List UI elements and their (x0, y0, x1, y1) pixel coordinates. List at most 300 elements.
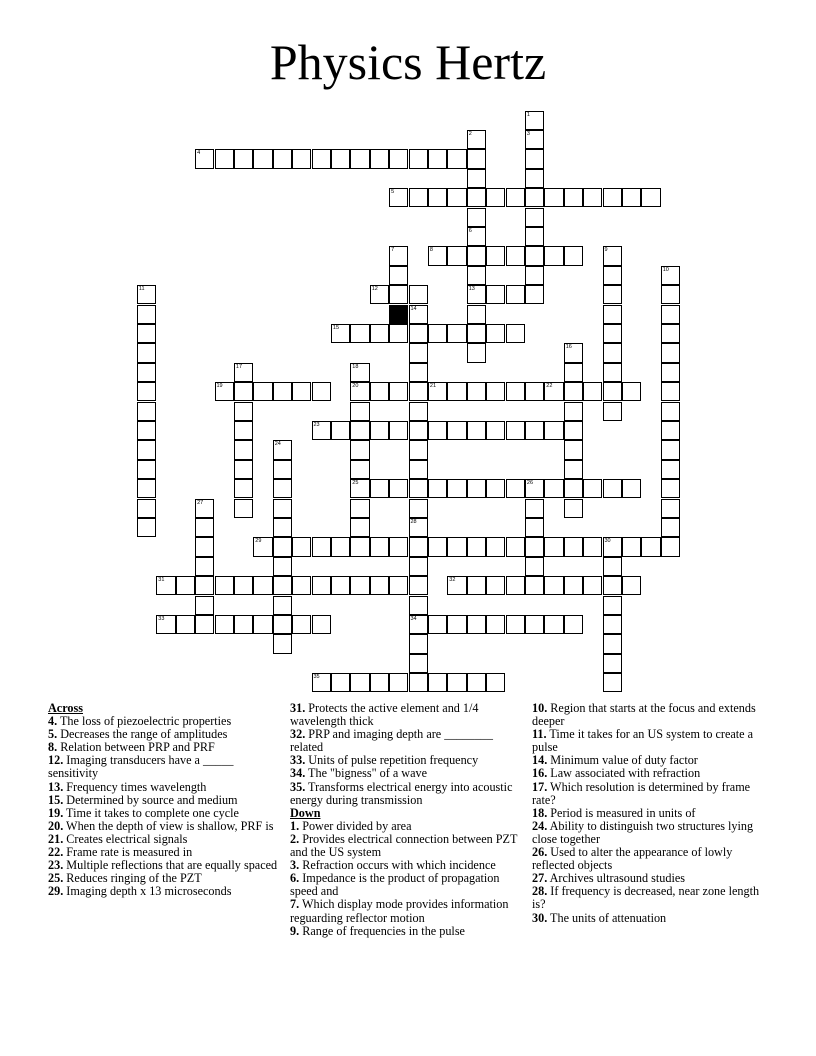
grid-cell[interactable] (409, 402, 428, 421)
grid-cell[interactable] (486, 537, 505, 556)
grid-cell[interactable] (564, 460, 583, 479)
grid-cell[interactable] (467, 266, 486, 285)
grid-cell[interactable] (525, 111, 544, 130)
clue-item (290, 702, 528, 728)
grid-cell[interactable] (661, 518, 680, 537)
grid-cell[interactable] (564, 246, 583, 265)
grid-cell[interactable] (389, 673, 408, 692)
grid-cell[interactable] (603, 537, 622, 556)
grid-cell[interactable] (467, 149, 486, 168)
grid-cell[interactable] (661, 421, 680, 440)
grid-cell[interactable] (603, 324, 622, 343)
grid-cell[interactable] (506, 246, 525, 265)
grid-cell[interactable] (389, 382, 408, 401)
grid-cell[interactable] (350, 460, 369, 479)
grid-cell[interactable] (137, 324, 156, 343)
grid-cell[interactable] (331, 324, 350, 343)
grid-cell[interactable] (564, 402, 583, 421)
clue-text: PRP and imaging depth are ________ related (290, 727, 493, 755)
clue-text: Impedance is the product of propagation speed and (290, 871, 500, 899)
grid-cell[interactable] (234, 499, 253, 518)
grid-cell[interactable] (234, 479, 253, 498)
grid-cell[interactable] (583, 576, 602, 595)
grid-cell[interactable] (428, 324, 447, 343)
clue-number: 18. (532, 805, 548, 820)
grid-cell[interactable] (447, 324, 466, 343)
grid-cell[interactable] (564, 382, 583, 401)
grid-cell[interactable] (409, 537, 428, 556)
grid-cell[interactable] (409, 343, 428, 362)
grid-cell[interactable] (292, 382, 311, 401)
grid-cell[interactable] (253, 576, 272, 595)
clue-text: Time it takes for an US system to create a pulse (532, 727, 754, 755)
grid-cell[interactable] (603, 266, 622, 285)
grid-cell[interactable] (525, 382, 544, 401)
clue-number-16: 16 (565, 344, 572, 351)
grid-cell[interactable] (409, 188, 428, 207)
grid-cell[interactable] (409, 324, 428, 343)
grid-cell[interactable] (273, 615, 292, 634)
grid-cell[interactable] (195, 615, 214, 634)
grid-cell[interactable] (525, 615, 544, 634)
clue-text: Creates electrical signals (63, 831, 188, 846)
grid-cell[interactable] (409, 673, 428, 692)
grid-cell[interactable] (661, 266, 680, 285)
grid-cell[interactable] (622, 382, 641, 401)
grid-cell[interactable] (661, 499, 680, 518)
grid-cell[interactable] (215, 382, 234, 401)
grid-cell[interactable] (292, 615, 311, 634)
grid-cell[interactable] (350, 479, 369, 498)
grid-cell[interactable] (195, 149, 214, 168)
grid-cell[interactable] (273, 499, 292, 518)
grid-cell[interactable] (467, 382, 486, 401)
grid-cell[interactable] (409, 615, 428, 634)
grid-cell[interactable] (486, 246, 505, 265)
grid-cell[interactable] (447, 246, 466, 265)
grid-cell[interactable] (622, 188, 641, 207)
grid-cell[interactable] (486, 615, 505, 634)
grid-cell[interactable] (350, 149, 369, 168)
grid-cell[interactable] (273, 557, 292, 576)
grid-cell[interactable] (486, 576, 505, 595)
grid-cell[interactable] (331, 537, 350, 556)
grid-cell[interactable] (544, 479, 563, 498)
grid-cell[interactable] (370, 537, 389, 556)
grid-cell[interactable] (370, 576, 389, 595)
grid-cell[interactable] (486, 382, 505, 401)
grid-cell[interactable] (234, 421, 253, 440)
grid-cell[interactable] (350, 673, 369, 692)
grid-cell[interactable] (506, 615, 525, 634)
grid-cell[interactable] (428, 382, 447, 401)
grid-cell[interactable] (641, 188, 660, 207)
clue-number: 21. (48, 831, 64, 846)
grid-cell[interactable] (467, 343, 486, 362)
grid-cell[interactable] (661, 440, 680, 459)
grid-cell[interactable] (176, 576, 195, 595)
grid-cell[interactable] (389, 188, 408, 207)
grid-cell[interactable] (428, 673, 447, 692)
grid-cell[interactable] (525, 576, 544, 595)
grid-cell[interactable] (215, 615, 234, 634)
clue-item (290, 898, 528, 924)
grid-cell[interactable] (486, 421, 505, 440)
grid-cell[interactable] (312, 615, 331, 634)
grid-cell[interactable] (350, 324, 369, 343)
grid-cell[interactable] (428, 246, 447, 265)
grid-cell[interactable] (273, 479, 292, 498)
grid-cell[interactable] (350, 363, 369, 382)
grid-cell[interactable] (234, 363, 253, 382)
grid-cell[interactable] (428, 421, 447, 440)
grid-cell[interactable] (370, 324, 389, 343)
grid-cell[interactable] (409, 305, 428, 324)
grid-cell[interactable] (467, 479, 486, 498)
clue-text: Determined by source and medium (63, 792, 238, 807)
grid-cell[interactable] (409, 596, 428, 615)
clue-number: 2. (290, 831, 300, 846)
grid-cell[interactable] (409, 460, 428, 479)
grid-cell[interactable] (661, 363, 680, 382)
grid-cell[interactable] (195, 499, 214, 518)
grid-cell[interactable] (506, 324, 525, 343)
grid-cell[interactable] (603, 615, 622, 634)
grid-cell[interactable] (409, 421, 428, 440)
grid-cell[interactable] (661, 382, 680, 401)
grid-cell[interactable] (292, 149, 311, 168)
clue-number: 14. (532, 753, 548, 768)
grid-cell[interactable] (603, 402, 622, 421)
grid-cell[interactable] (641, 537, 660, 556)
grid-cell[interactable] (370, 479, 389, 498)
grid-cell[interactable] (234, 149, 253, 168)
grid-cell[interactable] (253, 537, 272, 556)
grid-cell[interactable] (603, 363, 622, 382)
grid-cell[interactable] (486, 479, 505, 498)
grid-cell[interactable] (661, 305, 680, 324)
grid-cell[interactable] (370, 421, 389, 440)
grid-cell[interactable] (389, 537, 408, 556)
grid-cell[interactable] (467, 208, 486, 227)
grid-cell[interactable] (603, 285, 622, 304)
grid-cell[interactable] (564, 615, 583, 634)
grid-cell[interactable] (525, 169, 544, 188)
grid-cell[interactable] (253, 382, 272, 401)
grid-cell[interactable] (564, 440, 583, 459)
grid-cell[interactable] (350, 499, 369, 518)
grid-cell[interactable] (253, 615, 272, 634)
grid-cell[interactable] (544, 246, 563, 265)
grid-cell[interactable] (428, 188, 447, 207)
grid-cell[interactable] (447, 673, 466, 692)
grid-cell[interactable] (564, 537, 583, 556)
grid-cell[interactable] (467, 169, 486, 188)
grid-cell[interactable] (467, 285, 486, 304)
grid-cell[interactable] (564, 576, 583, 595)
grid-cell[interactable] (234, 402, 253, 421)
grid-cell[interactable] (583, 188, 602, 207)
grid-cell[interactable] (447, 537, 466, 556)
grid-cell[interactable] (428, 615, 447, 634)
clue-text: The "bigness" of a wave (305, 766, 427, 781)
grid-cell[interactable] (447, 149, 466, 168)
grid-cell[interactable] (583, 382, 602, 401)
grid-cell[interactable] (273, 149, 292, 168)
grid-cell[interactable] (603, 673, 622, 692)
grid-cell[interactable] (273, 634, 292, 653)
grid-cell[interactable] (234, 460, 253, 479)
grid-cell[interactable] (525, 421, 544, 440)
grid-cell[interactable] (195, 537, 214, 556)
grid-cell[interactable] (331, 421, 350, 440)
grid-cell[interactable] (370, 285, 389, 304)
grid-cell[interactable] (195, 596, 214, 615)
grid-cell[interactable] (506, 188, 525, 207)
grid-cell[interactable] (273, 537, 292, 556)
grid-cell[interactable] (525, 557, 544, 576)
grid-cell[interactable] (389, 266, 408, 285)
grid-cell[interactable] (350, 537, 369, 556)
grid-cell[interactable] (428, 149, 447, 168)
grid-cell[interactable] (544, 382, 563, 401)
grid-cell[interactable] (467, 537, 486, 556)
grid-cell[interactable] (137, 305, 156, 324)
grid-cell[interactable] (234, 615, 253, 634)
grid-cell[interactable] (312, 149, 331, 168)
grid-cell[interactable] (273, 440, 292, 459)
grid-cell[interactable] (273, 596, 292, 615)
grid-cell[interactable] (506, 479, 525, 498)
grid-cell[interactable] (428, 537, 447, 556)
grid-cell[interactable] (467, 130, 486, 149)
clue-number: 17. (532, 779, 548, 794)
grid-cell[interactable] (583, 537, 602, 556)
grid-cell[interactable] (409, 149, 428, 168)
grid-cell[interactable] (603, 382, 622, 401)
grid-cell[interactable] (661, 343, 680, 362)
grid-cell[interactable] (544, 421, 563, 440)
grid-cell[interactable] (661, 537, 680, 556)
grid-cell[interactable] (176, 615, 195, 634)
grid-cell[interactable] (467, 305, 486, 324)
grid-cell[interactable] (137, 460, 156, 479)
grid-cell[interactable] (447, 382, 466, 401)
grid-cell[interactable] (467, 188, 486, 207)
grid-cell[interactable] (428, 479, 447, 498)
grid-cell[interactable] (273, 518, 292, 537)
grid-cell[interactable] (525, 188, 544, 207)
grid-cell[interactable] (409, 499, 428, 518)
grid-cell[interactable] (137, 402, 156, 421)
grid-cell[interactable] (156, 576, 175, 595)
grid-cell[interactable] (603, 305, 622, 324)
grid-cell[interactable] (137, 363, 156, 382)
grid-cell[interactable] (603, 479, 622, 498)
grid-cell[interactable] (350, 421, 369, 440)
grid-cell[interactable] (273, 576, 292, 595)
grid-cell[interactable] (409, 285, 428, 304)
grid-cell[interactable] (215, 149, 234, 168)
grid-cell[interactable] (137, 499, 156, 518)
grid-cell[interactable] (525, 285, 544, 304)
grid-cell[interactable] (661, 479, 680, 498)
grid-cell[interactable] (370, 673, 389, 692)
grid-cell[interactable] (389, 576, 408, 595)
grid-cell[interactable] (506, 576, 525, 595)
grid-cell[interactable] (312, 421, 331, 440)
clue-number-1: 1 (526, 111, 530, 118)
grid-cell[interactable] (409, 634, 428, 653)
grid-cell[interactable] (195, 576, 214, 595)
grid-cell[interactable] (312, 537, 331, 556)
grid-cell[interactable] (234, 576, 253, 595)
grid-cell[interactable] (215, 576, 234, 595)
grid-cell[interactable] (486, 285, 505, 304)
grid-cell[interactable] (447, 576, 466, 595)
grid-cell[interactable] (389, 421, 408, 440)
grid-cell[interactable] (467, 615, 486, 634)
grid-cell[interactable] (331, 576, 350, 595)
grid-cell[interactable] (661, 402, 680, 421)
grid-cell[interactable] (409, 576, 428, 595)
grid-cell[interactable] (564, 363, 583, 382)
grid-cell[interactable] (506, 382, 525, 401)
grid-cell[interactable] (603, 557, 622, 576)
grid-cell[interactable] (603, 576, 622, 595)
grid-cell[interactable] (234, 382, 253, 401)
grid-cell[interactable] (409, 479, 428, 498)
grid-cell[interactable] (467, 227, 486, 246)
grid-cell[interactable] (273, 460, 292, 479)
grid-cell[interactable] (486, 673, 505, 692)
grid-cell[interactable] (661, 285, 680, 304)
grid-cell[interactable] (195, 557, 214, 576)
grid-cell[interactable] (525, 266, 544, 285)
grid-cell[interactable] (525, 499, 544, 518)
grid-cell[interactable] (525, 149, 544, 168)
grid-cell[interactable] (137, 421, 156, 440)
grid-cell[interactable] (603, 188, 622, 207)
grid-cell[interactable] (312, 382, 331, 401)
grid-cell[interactable] (331, 149, 350, 168)
grid-cell[interactable] (389, 285, 408, 304)
grid-cell[interactable] (331, 673, 350, 692)
grid-cell[interactable] (506, 285, 525, 304)
grid-cell[interactable] (622, 479, 641, 498)
grid-cell[interactable] (525, 208, 544, 227)
grid-cell[interactable] (525, 130, 544, 149)
grid-cell[interactable] (525, 537, 544, 556)
grid-cell[interactable] (467, 576, 486, 595)
grid-cell[interactable] (409, 654, 428, 673)
grid-cell[interactable] (350, 440, 369, 459)
grid-cell[interactable] (312, 673, 331, 692)
grid-cell[interactable] (350, 576, 369, 595)
grid-cell[interactable] (389, 324, 408, 343)
grid-cell[interactable] (137, 285, 156, 304)
grid-cell[interactable] (409, 440, 428, 459)
grid-cell[interactable] (564, 479, 583, 498)
grid-cell[interactable] (603, 654, 622, 673)
grid-cell[interactable] (467, 246, 486, 265)
grid-cell[interactable] (292, 537, 311, 556)
grid-cell[interactable] (603, 596, 622, 615)
grid-cell[interactable] (447, 615, 466, 634)
grid-cell[interactable] (350, 382, 369, 401)
grid-cell[interactable] (409, 382, 428, 401)
grid-cell[interactable] (525, 246, 544, 265)
grid-cell[interactable] (370, 382, 389, 401)
grid-cell[interactable] (564, 499, 583, 518)
grid-cell[interactable] (137, 382, 156, 401)
grid-cell[interactable] (292, 576, 311, 595)
grid-cell[interactable] (544, 188, 563, 207)
grid-cell[interactable] (389, 246, 408, 265)
grid-cell[interactable] (525, 227, 544, 246)
grid-cell[interactable] (544, 576, 563, 595)
clue-number: 26. (532, 845, 548, 860)
grid-cell[interactable] (467, 673, 486, 692)
grid-cell[interactable] (137, 518, 156, 537)
grid-cell[interactable] (137, 479, 156, 498)
grid-cell[interactable] (603, 634, 622, 653)
grid-cell[interactable] (603, 343, 622, 362)
grid-cell[interactable] (389, 479, 408, 498)
grid-cell[interactable] (564, 343, 583, 362)
grid-cell[interactable] (350, 402, 369, 421)
grid-cell[interactable] (156, 615, 175, 634)
grid-cell[interactable] (467, 324, 486, 343)
grid-cell[interactable] (603, 246, 622, 265)
clue-number: 27. (532, 871, 548, 886)
grid-cell[interactable] (409, 557, 428, 576)
grid-cell[interactable] (525, 479, 544, 498)
grid-cell[interactable] (544, 537, 563, 556)
grid-cell[interactable] (409, 518, 428, 537)
grid-cell[interactable] (234, 440, 253, 459)
grid-cell[interactable] (661, 460, 680, 479)
grid-cell[interactable] (564, 421, 583, 440)
grid-cell[interactable] (253, 149, 272, 168)
grid-cell[interactable] (525, 518, 544, 537)
grid-cell[interactable] (447, 479, 466, 498)
grid-cell[interactable] (350, 518, 369, 537)
grid-cell[interactable] (409, 363, 428, 382)
grid-cell[interactable] (389, 149, 408, 168)
grid-cell[interactable] (467, 421, 486, 440)
clue-number: 11. (532, 727, 547, 742)
grid-cell[interactable] (137, 440, 156, 459)
grid-cell[interactable] (506, 421, 525, 440)
grid-cell[interactable] (486, 324, 505, 343)
grid-cell[interactable] (661, 324, 680, 343)
grid-cell[interactable] (564, 188, 583, 207)
grid-cell[interactable] (447, 188, 466, 207)
grid-cell[interactable] (583, 479, 602, 498)
grid-cell[interactable] (622, 537, 641, 556)
grid-cell[interactable] (370, 149, 389, 168)
grid-cell[interactable] (312, 576, 331, 595)
grid-cell[interactable] (486, 188, 505, 207)
grid-cell[interactable] (506, 537, 525, 556)
grid-cell[interactable] (195, 518, 214, 537)
grid-cell[interactable] (447, 421, 466, 440)
grid-cell[interactable] (273, 382, 292, 401)
grid-cell[interactable] (544, 615, 563, 634)
grid-cell[interactable] (622, 576, 641, 595)
grid-cell[interactable] (137, 343, 156, 362)
